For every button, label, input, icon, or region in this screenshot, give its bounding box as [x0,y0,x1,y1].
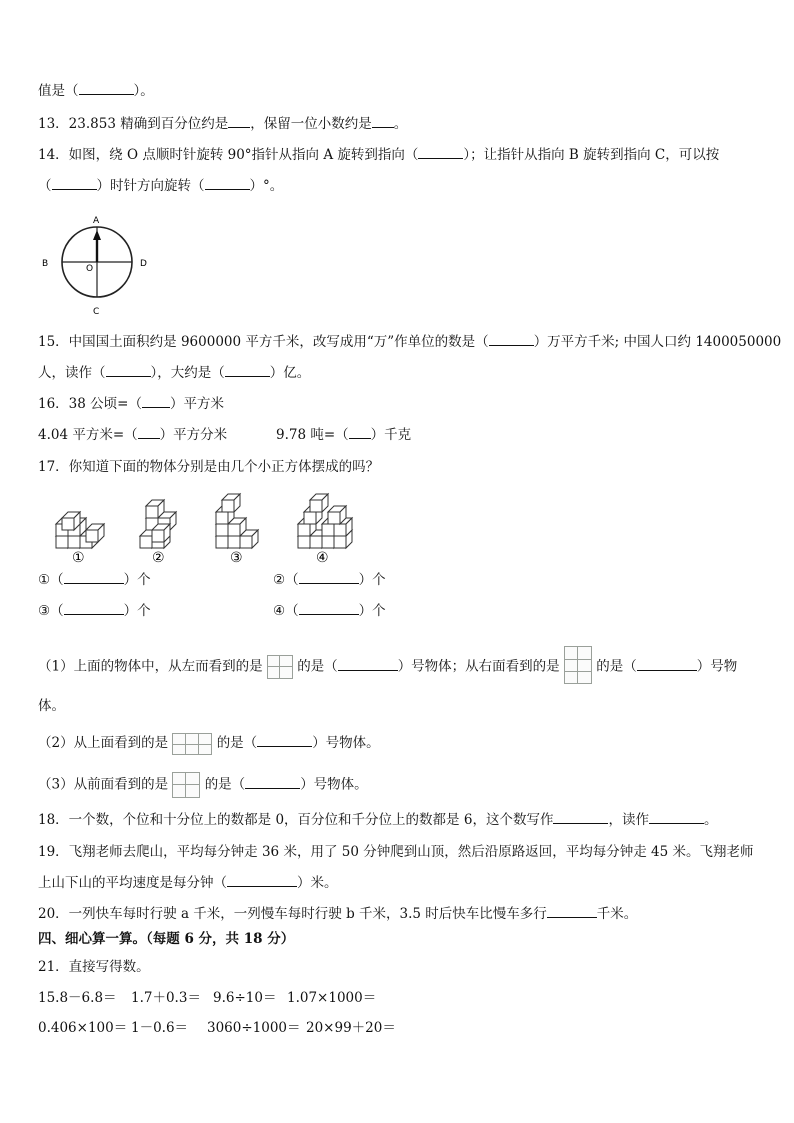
q17-sub1-line: （1）上面的物体中，从左而看到的是 的是（ ）号物体；从右面看到的是 的是（ ）号物 [38,648,737,686]
answer-blank[interactable] [225,364,270,377]
answer-blank[interactable] [489,333,534,346]
answer-blank[interactable] [64,602,124,615]
q17-sub1-line-2: 体。 [38,698,65,714]
q16-line-1: 16．38 公顷=（ ）平方米 [38,396,224,412]
q13-line: 13．23.853 精确到百分位约是 ，保留一位小数约是 。 [38,116,408,132]
cube-answer-3: ③（ ）个 [38,603,151,619]
calc-item: 9.6÷10＝ [213,990,277,1006]
clock-dial-figure [38,210,158,318]
cube-label-1: ① [72,550,85,566]
answer-blank[interactable] [372,115,394,128]
cube-figure-1 [56,512,104,548]
q15-line-2: 人，读作（ ），大约是（ ）亿。 [38,365,311,381]
dial-label-b: B [42,259,49,269]
right-view-grid-icon [564,646,592,684]
cube-answer-2: ②（ ）个 [273,572,386,588]
q19-line-1: 19．飞翔老师去爬山，平均每分钟走 36 米，用了 50 分钟爬到山顶，然后沿原路返回，平均每分钟走 45 米。飞翔老师 [38,844,754,860]
pointer-arrow-icon [93,230,101,240]
q16-line-2: 4.04 平方米=（ ）平方分米 [38,427,228,443]
answer-blank[interactable] [142,395,170,408]
answer-blank[interactable] [299,602,359,615]
answer-blank[interactable] [138,426,160,439]
answer-blank[interactable] [205,177,250,190]
calc-item: 1－0.6＝ [131,1020,189,1036]
left-view-grid-icon [267,655,293,679]
cube-label-3: ③ [230,550,243,566]
q18-line: 18．一个数，个位和十分位上的数都是 0，百分位和千分位上的数都是 6，这个数写作 ，读作 。 [38,812,718,828]
q17-sub3-line: （3）从前面看到的是 的是（ ）号物体。 [38,772,368,798]
answer-blank[interactable] [553,811,608,824]
answer-blank[interactable] [257,734,312,747]
front-view-grid-icon [172,772,200,798]
answer-blank[interactable] [228,115,250,128]
answer-blank[interactable] [418,146,463,159]
q15-line-1: 15．中国国土面积约是 9600000 平方千米，改写成用“万”作单位的数是（ ）万平方千米; 中国人口约 1400050000 [38,334,782,350]
answer-blank[interactable] [299,571,359,584]
answer-blank[interactable] [227,874,297,887]
q17-line: 17．你知道下面的物体分别是由几个小正方体摆成的吗？ [38,459,380,475]
cube-answer-1: ①（ ）个 [38,572,151,588]
dial-label-d: D [140,259,147,269]
answer-blank[interactable] [106,364,151,377]
q14-line-2: （ ）时针方向旋转（ ）°。 [38,178,284,194]
q16-line-3: 9.78 吨=（ ）千克 [276,427,412,443]
q19-line-2: 上山下山的平均速度是每分钟（ ）米。 [38,875,338,891]
dial-label-c: C [93,307,100,317]
cube-figure-4 [298,494,352,548]
cube-label-2: ② [152,550,165,566]
q12-line: 值是（ ）。 [38,83,154,99]
top-view-grid-icon [172,733,212,755]
calc-item: 1.07×1000＝ [287,990,377,1006]
calc-item: 3060÷1000＝ [207,1020,301,1036]
calc-item: 0.406×100＝ [38,1020,128,1036]
answer-blank[interactable] [338,658,398,671]
q17-sub2-line: （2）从上面看到的是 的是（ ）号物体。 [38,731,380,755]
cube-label-4: ④ [316,550,329,566]
calc-item: 20×99＋20＝ [306,1020,396,1036]
answer-blank[interactable] [649,811,704,824]
answer-blank[interactable] [349,426,371,439]
answer-blank[interactable] [245,776,300,789]
section-4-heading: 四、细心算一算。（每题 6 分，共 18 分） [38,931,295,947]
cube-figures [40,486,370,568]
calc-item: 1.7＋0.3＝ [131,990,201,1006]
dial-label-a: A [93,216,100,226]
q14-line-1: 14．如图，绕 O 点顺时针旋转 90°指针从指向 A 旋转到指向（ ）；让指针从指向 B 旋转到指向 C，可以按 [38,147,720,163]
answer-blank[interactable] [637,658,697,671]
cube-figure-2 [140,500,176,548]
answer-blank[interactable] [79,82,134,95]
cube-figure-3 [216,494,258,548]
answer-blank[interactable] [64,571,124,584]
calc-item: 15.8－6.8＝ [38,990,117,1006]
dial-label-o: O [86,264,94,274]
answer-blank[interactable] [547,905,597,918]
q21-line: 21．直接写得数。 [38,959,150,975]
cube-answer-4: ④（ ）个 [273,603,386,619]
q20-line: 20．一列快车每时行驶 a 千米，一列慢车每时行驶 b 千米，3.5 时后快车比慢车多行 千米。 [38,906,638,922]
answer-blank[interactable] [52,177,97,190]
